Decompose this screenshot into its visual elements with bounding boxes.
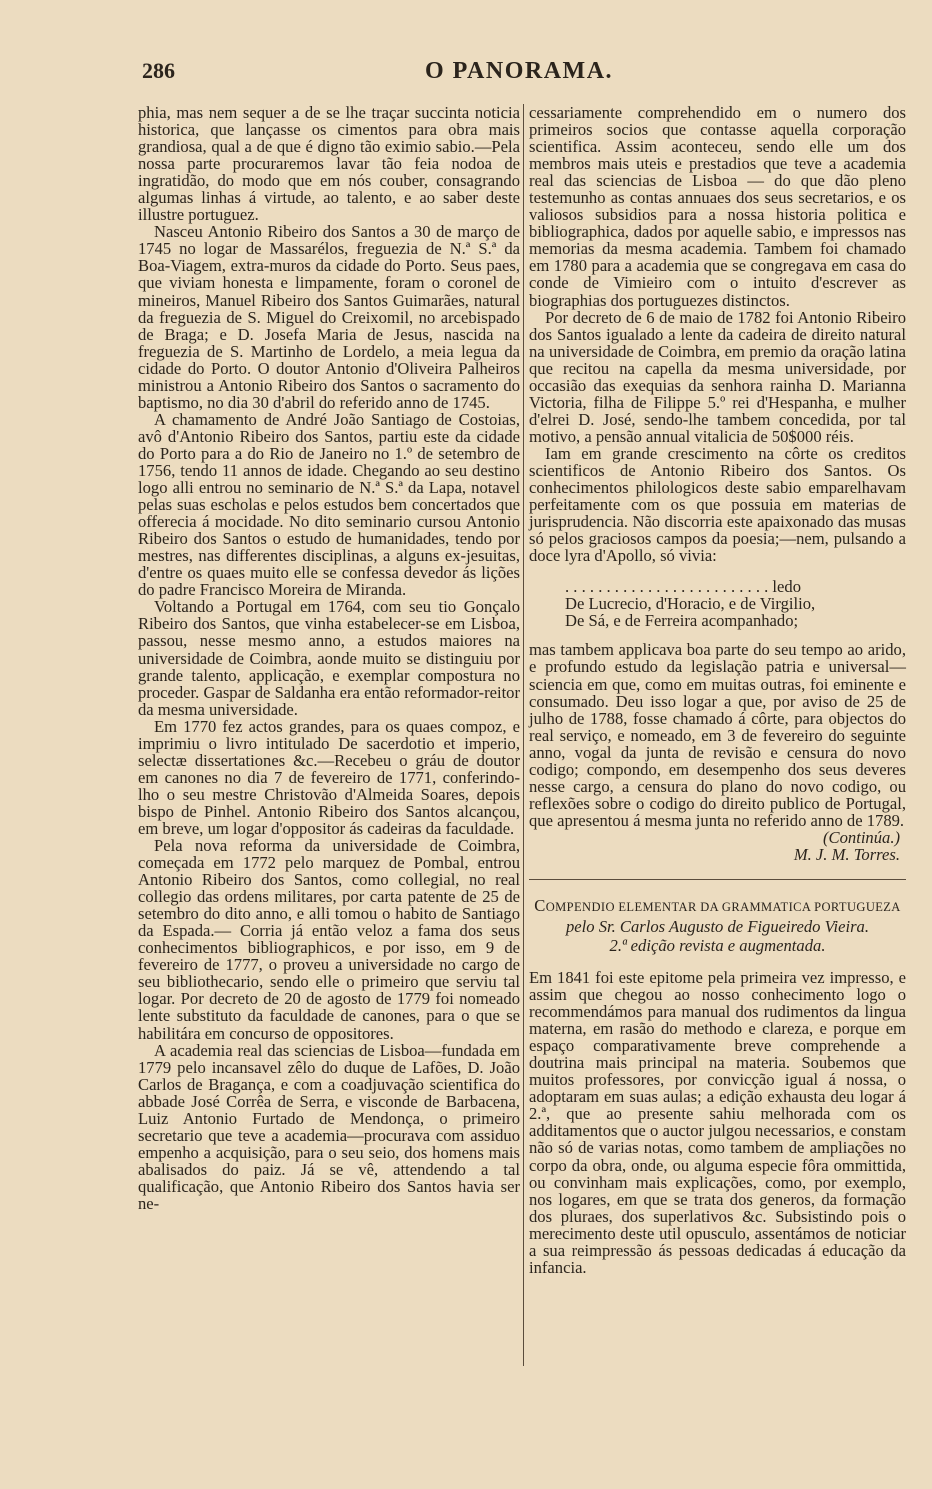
paragraph: mas tambem applicava boa parte do seu tempo ao arido, e profundo estudo da legislação patria e universal—sciencia em que, como em muitas outras, foi eminente e consumado. Deu isso logar a que, por aviso de 25 de julho de 1788, fosse chamado á côrte, para objectos do real serviço, e nomeado, em 3 de fevereiro do seguinte anno, vogal da junta de revisão e censura do novo codigo; compondo, em desempenho dos seus deveres nesse cargo, a censura do plano do novo codigo, ou reflexões sobre o codigo do direito publico de Portugal, que apresentou á mesma junta no referido anno de 1789.: [529, 640, 906, 830]
paragraph: Pela nova reforma da universidade de Coimbra, começada em 1772 pelo marquez de Pombal, entrou Antonio Ribeiro dos Santos, como collegial, no real collegio das ordens militares, por carta patente de 25 de setembro do dito anno, e alli tomou o habito de Santiago da Espada.— Corria já então veloz a fama dos seus conhecimentos bibliographicos, e por isso, em 9 de fevereiro de 1777, o proveu a universidade no cargo de seu bibliothecario, sendo elle o primeiro que serviu tal logar. Por decreto de 20 de agosto de 1779 foi nomeado lente substituto da faculdade de canones, para o que se habilitára em concurso de oppositores.: [138, 836, 520, 1043]
paragraph: Em 1770 fez actos grandes, para os quaes compoz, e imprimiu o livro intitulado De sacerdotio et imperio, selectæ dissertationes &c.—Recebeu o gráu de doutor em canones no dia 7 de fevereiro de 1771, conferindo-lho o seu mestre Christovão d'Almeida Soares, depois bispo de Pinhel. Antonio Ribeiro dos Santos alcançou, em breve, um logar d'oppositor ás cadeiras da faculdade.: [138, 716, 520, 838]
running-head: O PANORAMA.: [425, 58, 614, 84]
verse-line: De Sá, e de Ferreira acompanhado;: [565, 611, 799, 631]
review-title: [529, 896, 906, 917]
paragraph: cessariamente comprehendido em o numero dos primeiros socios que contasse aquella corporação scientifica. Assim aconteceu, sendo elle um dos membros mais uteis e prestadios que teve a academia real das sciencias de Lisboa — do que dão pleno testemunho as contas annuaes dos seus secretarios, e os valiosos subsidios para a nossa historia politica e bibliographica, dados por aquelle sabio, e impressos nas memorias da mesma academia. Tambem foi chamado em 1780 para a academia que se congregava em casa do conde de Vimieiro com o intuito d'escrever as biographias dos portuguezes distinctos.: [529, 103, 906, 310]
review-paragraph: Em 1841 foi este epitome pela primeira vez impresso, e assim que chegou ao nosso conhecimento logo o recommendámos para manual dos rudimentos da lingua materna, em rasão do methodo e clareza, e porque em espaço comparativamente breve comprehende a doutrina mais principal na materia. Soubemos que muitos professores, por convicção igual á nossa, o adoptaram em suas aulas; a edição exhausta deu logar á 2.ª, que ao presente sahiu melhorada com os additamentos que o auctor julgou necessarios, e constam não só de varias notas, como tambem de ampliações no corpo da obra, onde, ou alguma especie fôra ommittida, ou convinham mais explicações, como, por exemplo, nos logares, em que se trata dos generos, da formação dos pluraes, dos superlativos &c. Subsistindo pois o merecimento deste util opusculo, assentámos de noticiar a sua reimpressão ás pessoas dedicadas á educação da infancia.: [529, 968, 906, 1277]
section-divider: [529, 879, 906, 880]
verse-line: . . . . . . . . . . . . . . . . . . . . . . . . . ledo: [565, 577, 801, 597]
right-column: [529, 104, 906, 1276]
verse-quote: [565, 578, 906, 629]
article-continuation: [529, 104, 906, 564]
continua-note: (Continúa.): [823, 827, 900, 847]
page-number: 286: [142, 58, 175, 83]
column-rule: [523, 104, 524, 1366]
author-signature: M. J. M. Torres.: [793, 844, 900, 864]
verse-line: De Lucrecio, d'Horacio, e de Virgilio,: [565, 594, 816, 614]
review-title-rest: OMPENDIO ELEMENTAR DA GRAMMATICA PORTUGUEZA: [545, 900, 901, 915]
paragraph: A academia real das sciencias de Lisboa—fundada em 1779 pelo incansavel zêlo do duque de Lafões, D. João Carlos de Bragança, e com a coadjuvação scientifica do abbade José Corrêa de Serra, e visconde de Barbacena, Luiz Antonio Furtado de Mendonça, o primeiro secretario que teve a academia—procurava com assiduo empenho a acquisição, para o seu seio, dos homens mais abalisados do paiz. Já se vê, attendendo a tal qualificação, que Antonio Ribeiro dos Santos havia ser ne-: [138, 1040, 520, 1213]
paragraph: Voltando a Portugal em 1764, com seu tio Gonçalo Ribeiro dos Santos, que vinha estabelecer-se em Lisboa, passou, nesse mesmo anno, a estudos maiores na universidade de Coimbra, aonde muito se distinguiu por grande talento, applicação, e exemplar compostura no proceder. Gaspar de Saldanha era então reformador-reitor da mesma universidade.: [138, 597, 520, 719]
paragraph: Iam em grande crescimento na côrte os creditos scientificos de Antonio Ribeiro dos Santos. Os conhecimentos philologicos deste sabio emparelhavam perfeitamente com os que possuia em materias de jurisprudencia. Não discorria este apaixonado das musas só pelos graciosos campos da poesia;—nem, pulsando a doce lyra d'Apollo, só vivia:: [529, 443, 906, 566]
paragraph: phia, mas nem sequer a de se lhe traçar succinta noticia historica, que lançasse os cimentos para obra mais grandiosa, qual a de que é digno tão eximio sabio.—Pela nossa parte procuraremos lavar tão feia nodoa de ingratidão, do modo que em nós couber, consagrando algumas linhas á virtude, ao talento, e ao saber deste illustre portuguez.: [138, 103, 520, 225]
left-column: [138, 104, 520, 1212]
review-heading: [529, 896, 906, 955]
paragraph: Nasceu Antonio Ribeiro dos Santos a 30 de março de 1745 no logar de Massarélos, freguezia de N.ª S.ª da Boa-Viagem, extra-muros da cidade do Porto. Seus paes, que viviam honesta e limpamente, foram o coronel de mineiros, Manuel Ribeiro dos Santos Guimarães, natural da freguezia de S. Miguel do Creixomil, no arcebispado de Braga; e D. Josefa Maria de Jesus, nascida na freguezia de S. Martinho de Lordelo, a meia legua da cidade do Porto. O doutor Antonio d'Oliveira Palheiros ministrou a Antonio Ribeiro dos Santos o sacramento do baptismo, no dia 30 d'abril do referido anno de 1745.: [138, 222, 520, 412]
review-edition: 2.ª edição revista e augmentada.: [609, 936, 826, 956]
paragraph: A chamamento de André João Santiago de Costoias, avô d'Antonio Ribeiro dos Santos, partiu este da cidade do Porto para a do Rio de Janeiro no 1.º de setembro de 1756, tendo 11 annos de idade. Chegando ao seu destino logo alli entrou no seminario de N.ª S.ª da Lapa, notavel pelas suas escholas e pelos estudos bem concertados que offerecia á mocidade. No dito seminario cursou Antonio Ribeiro dos Santos o estudo de humanidades, tendo por mestres, nas differentes disciplinas, a alguns ex-jesuitas, d'entre os quaes muito elle se confessa devedor ás lições do padre Francisco Moreira de Miranda.: [138, 409, 520, 600]
review-title-initial: C: [534, 896, 546, 916]
review-subtitle: pelo Sr. Carlos Augusto de Figueiredo Vieira.: [566, 917, 869, 937]
paragraph: Por decreto de 6 de maio de 1782 foi Antonio Ribeiro dos Santos igualado a lente da cadeira de direito natural na universidade de Coimbra, em premio da oração latina que recitou na capella da mesma universidade, por occasião das exequias da senhora rainha D. Marianna Victoria, filha de Filippe 5.º rei d'Hespanha, e mulher d'elrei D. José, sendo-lhe tambem concedida, por tal motivo, a pensão annual vitalicia de 50$000 réis.: [529, 307, 906, 446]
